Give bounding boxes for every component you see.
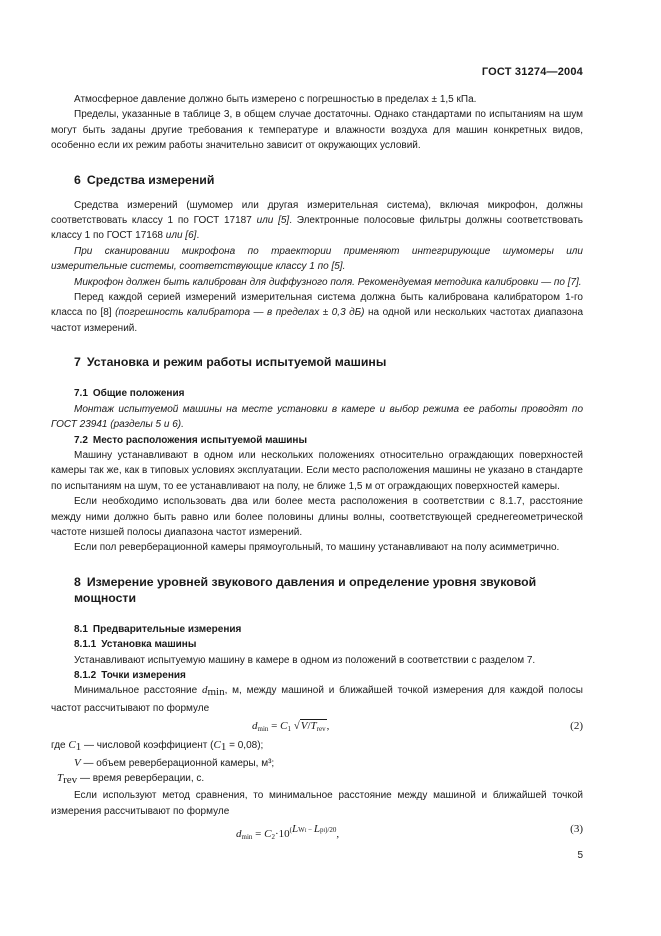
formula-3-number: (3) — [570, 823, 583, 836]
page-content — [51, 92, 583, 841]
where-trev: $T_{rev}$ — время реверберации, с. — [57, 772, 205, 786]
section-number: 6 — [74, 172, 81, 187]
section-6-paragraph-2: При сканировании микрофона по траектории применяют интегрирующие шумомеры или измерительные системы, соответствующие классу 1 по [5]. — [51, 245, 583, 273]
section-title: Средства измерений — [86, 172, 215, 187]
subsection-7-2-paragraph-2: Если необходимо использовать два или более места расположения в соответствии с 8.1.7, расстояние между ними должно быть равно или более половины длины волны, соответствующей среднегеометрической частоте низшей полосы диапазона частот измерений. — [51, 496, 583, 538]
subsection-7-2-paragraph-3: Если пол реверберационной камеры прямоугольный, то машину устанавливают на полу асимметрично. — [74, 542, 560, 554]
section-6-paragraph-1: Средства измерений (шумомер или другая измерительная система), включая микрофон, должны соответствовать классу 1 по ГОСТ 17187 или [5]. Электронные полосовые фильтры должны соответствовать классу 1 по ГОСТ 17168 или [6]. — [51, 199, 583, 242]
subsection-8-1-2-paragraph-2: Если используют метод сравнения, то минимальное расстояние между машиной и ближайшей точкой измерения рассчитывают по формуле — [51, 790, 583, 817]
subsection-7-2-paragraph-1: Машину устанавливают в одном или нескольких положениях относительно ограждающих поверхностей камеры так же, как в типовых условиях эксплуатации. Если место расположения машины не указано в стандарте по испытаниям на шум, то ее устанавливают на полу, не ближе 1,5 м от ограждающих поверхностей камеры. — [51, 449, 583, 492]
subsection-8-1-2-heading: 8.1.2 Точки измерения — [74, 669, 186, 681]
subsection-7-1-heading: 7.1 Общие положения — [74, 388, 185, 400]
section-6-paragraph-3: Микрофон должен быть калиброван для диффузного поля. Рекомендуемая методика калибровки — по [7]. — [74, 276, 582, 288]
subsection-7-1-text: Монтаж испытуемой машины на месте установки в камере и выбор режима ее работы проводят по ГОСТ 23941 (разделы 5 и 6). — [51, 403, 583, 431]
section-6-heading — [74, 172, 583, 188]
subsection-8-1-heading: 8.1 Предварительные измерения — [74, 623, 242, 635]
where-v: V — объем реверберационной камеры, м³; — [74, 756, 275, 769]
subsection-8-1-2-paragraph-1: Минимальное расстояние $d_{min}$, м, между машиной и ближайшей точкой измерения для каждой полосы частот рассчитывают по формуле — [51, 684, 583, 714]
formula-2-expression: $d_{min} = C_1$ $√V/T_{rev}$, — [252, 720, 330, 734]
section-7-heading: 7 Установка и режим работы испытуемой машины — [74, 355, 387, 370]
where-c1: где $C_1$ — числовой коэффициент $(C_1 = 0,08)$; — [51, 739, 264, 754]
formula-3 — [51, 819, 583, 841]
paragraph-pressure: Атмосферное давление должно быть измерено с погрешностью в пределах ± 1,5 кПа. — [74, 94, 477, 105]
paragraph-limits: Пределы, указанные в таблице 3, в общем случае достаточны. Однако стандартами по испытаниям на шум могут быть заданы другие требования к температуре и влажности воздуха для машин конкретных видов, особенно если их режим работы значительно зависит от окружающих условий. — [51, 109, 583, 152]
subsection-7-2-heading: 7.2 Место расположения испытуемой машины — [74, 434, 308, 446]
formula-2-number: (2) — [570, 720, 583, 733]
page-number: 5 — [577, 850, 583, 861]
section-6-paragraph-4: Перед каждой серией измерений измерительная система должна быть калибрована калибратором 1-го класса по [8] (погрешность калибратора — в пределах ± 0,3 дБ) на одной или нескольких частотах диапазона частот измерений. — [51, 292, 583, 334]
formula-3-expression: $d_{min} = C_2\cdot 10^{(LWI - LpI)/20}$, — [236, 823, 340, 842]
formula-2 — [51, 716, 583, 738]
subsection-8-1-1-text: Устанавливают испытуемую машину в камере в одном из положений в соответствии с разделом 7. — [74, 654, 536, 666]
standard-code: ГОСТ 31274—2004 — [481, 66, 583, 78]
section-8-heading: 8 Измерение уровней звукового давления и определение уровня звуковой мощности — [74, 574, 537, 605]
subsection-8-1-1-heading: 8.1.1 Установка машины — [74, 639, 197, 651]
